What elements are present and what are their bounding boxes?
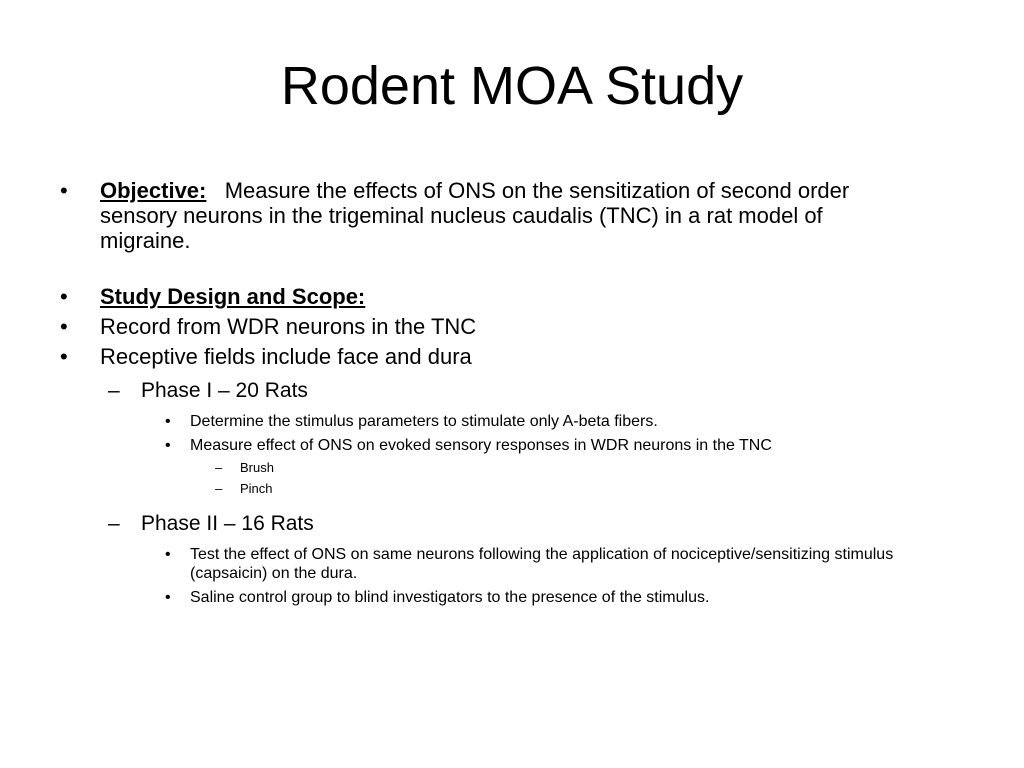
objective-spacer — [206, 178, 224, 203]
bullet-marker-dash: – — [108, 512, 120, 535]
study-design-heading-text: Study Design and Scope: — [100, 284, 366, 309]
spacer-before-phase-one — [0, 369, 1024, 378]
bullet-phase-two-item-1 — [0, 545, 1024, 583]
bullet-phase-two-item-2 — [0, 588, 1024, 607]
bullet-marker-dash: – — [108, 379, 120, 402]
bullet-marker-round: • — [165, 437, 171, 454]
bullet-study-design-heading — [0, 284, 1024, 309]
phase-one-bullet-text: Measure effect of ONS on evoked sensory responses in WDR neurons in the TNC — [190, 437, 772, 454]
phase-one-sub-bullet-text: Brush — [240, 460, 274, 475]
spacer-after-phase-two-heading — [0, 536, 1024, 545]
bullet-pinch — [0, 481, 1024, 497]
bullet-objective — [0, 178, 1024, 253]
phase-one-heading-text: Phase I – 20 Rats — [141, 379, 308, 402]
bullet-brush — [0, 460, 1024, 476]
spacer-before-phase-two — [0, 497, 1024, 511]
bullet-marker-round: • — [60, 344, 68, 369]
bullet-phase-one-heading — [0, 378, 1024, 403]
phase-two-bullet-text: Test the effect of ONS on same neurons following the application of nociceptive/sensitizing stimulus (capsaicin) on the dura. — [190, 546, 894, 582]
bullet-marker-round: • — [60, 178, 68, 203]
objective-text — [100, 178, 912, 253]
phase-one-bullet-text: Determine the stimulus parameters to stimulate only A-beta fibers. — [190, 413, 658, 430]
slide-title: Rodent MOA Study — [280, 56, 744, 116]
bullet-phase-one-item-2 — [0, 436, 1024, 455]
bullet-record-wdr — [0, 314, 1024, 339]
bullet-marker-dash: – — [215, 481, 223, 496]
slide-body — [0, 178, 1024, 607]
bullet-marker-round: • — [165, 413, 171, 430]
phase-one-sub-bullet-text: Pinch — [240, 481, 273, 496]
bullet-marker-dash: – — [215, 460, 223, 475]
bullet-receptive-fields — [0, 344, 1024, 369]
design-bullet-text: Receptive fields include face and dura — [100, 344, 472, 369]
bullet-phase-one-item-1 — [0, 412, 1024, 431]
spacer-after-phase-one-heading — [0, 403, 1024, 412]
bullet-marker-round: • — [165, 546, 171, 563]
bullet-marker-round: • — [165, 589, 171, 606]
bullet-marker-round: • — [60, 284, 68, 309]
bullet-marker-round: • — [60, 314, 68, 339]
objective-label: Objective: — [100, 178, 207, 203]
phase-two-bullet-text: Saline control group to blind investigators to the presence of the stimulus. — [190, 589, 710, 606]
phase-two-heading-text: Phase II – 16 Rats — [141, 512, 314, 535]
objective-body: Measure the effects of ONS on the sensitization of second order sensory neurons in the trigeminal nucleus caudalis (TNC) in a rat model of migraine. — [100, 178, 850, 253]
bullet-phase-two-heading — [0, 511, 1024, 536]
design-bullet-text: Record from WDR neurons in the TNC — [100, 314, 477, 339]
spacer-after-objective — [0, 253, 1024, 284]
